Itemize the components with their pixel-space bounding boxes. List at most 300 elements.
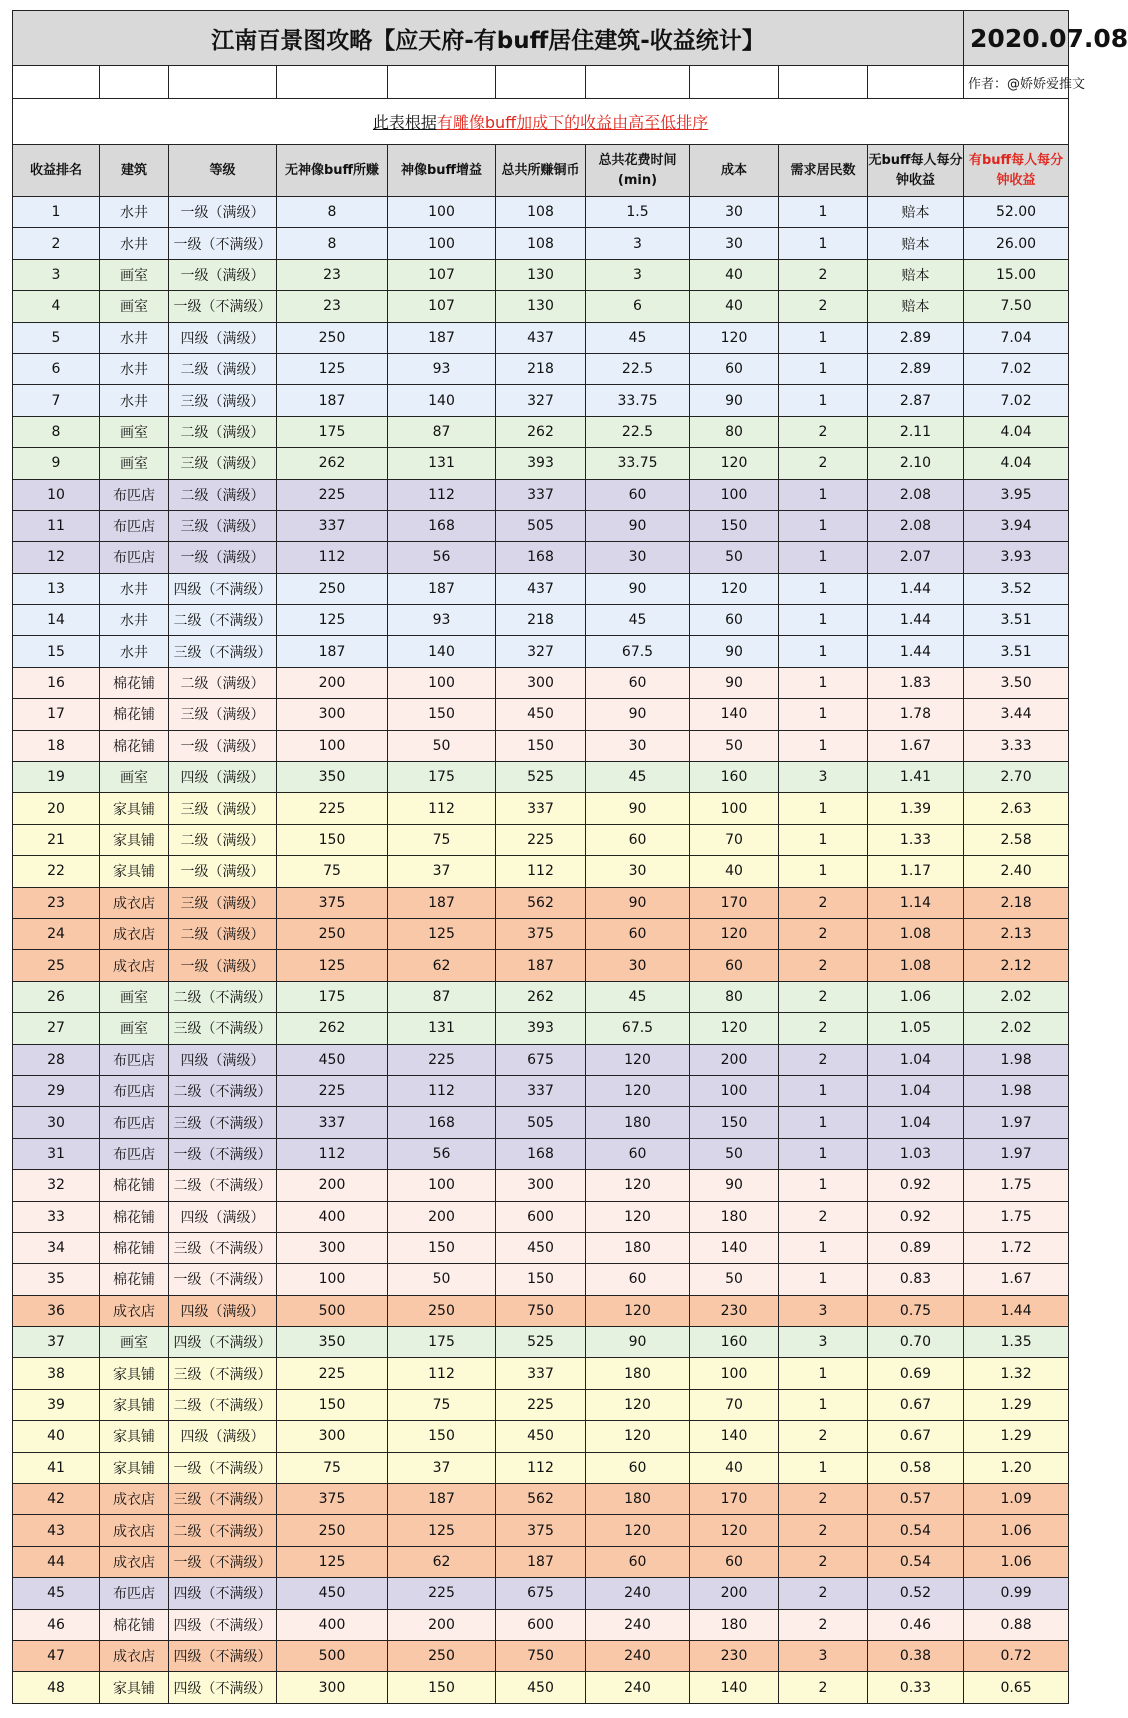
table-cell: 布匹店 xyxy=(100,510,169,541)
table-cell: 2 xyxy=(779,1013,868,1044)
table-cell: 150 xyxy=(388,1672,496,1703)
table-cell: 1.75 xyxy=(964,1201,1069,1232)
table-cell: 120 xyxy=(586,1201,690,1232)
table-cell: 240 xyxy=(586,1609,690,1640)
table-cell: 38 xyxy=(13,1358,100,1389)
table-cell: 2.63 xyxy=(964,793,1069,824)
table-cell: 7.02 xyxy=(964,385,1069,416)
table-cell: 140 xyxy=(690,1232,779,1263)
table-cell: 33.75 xyxy=(586,448,690,479)
table-cell: 50 xyxy=(690,730,779,761)
table-cell: 140 xyxy=(690,1421,779,1452)
table-cell: 525 xyxy=(496,762,586,793)
table-row xyxy=(13,981,1069,1012)
table-row xyxy=(13,1264,1069,1295)
table-cell: 棉花铺 xyxy=(100,699,169,730)
table-cell: 120 xyxy=(690,448,779,479)
table-cell: 一级（满级） xyxy=(169,259,277,290)
table-row xyxy=(13,605,1069,636)
table-cell: 175 xyxy=(277,416,388,447)
table-cell: 505 xyxy=(496,510,586,541)
table-cell: 水井 xyxy=(100,353,169,384)
table-cell: 21 xyxy=(13,824,100,855)
table-row xyxy=(13,542,1069,573)
table-cell: 二级（不满级） xyxy=(169,605,277,636)
table-cell: 750 xyxy=(496,1640,586,1671)
table-cell: 布匹店 xyxy=(100,1107,169,1138)
table-cell: 1.97 xyxy=(964,1107,1069,1138)
table-cell: 2 xyxy=(779,1546,868,1577)
table-cell: 400 xyxy=(277,1609,388,1640)
table-cell: 75 xyxy=(388,824,496,855)
table-cell: 125 xyxy=(277,605,388,636)
table-cell: 37 xyxy=(388,1452,496,1483)
table-cell: 7 xyxy=(13,385,100,416)
table-cell: 160 xyxy=(690,762,779,793)
table-cell: 5 xyxy=(13,322,100,353)
table-cell: 1.97 xyxy=(964,1138,1069,1169)
table-row xyxy=(13,479,1069,510)
table-cell: 1 xyxy=(779,824,868,855)
table-cell: 2 xyxy=(779,1044,868,1075)
table-cell: 60 xyxy=(586,1452,690,1483)
table-cell: 1.04 xyxy=(868,1075,964,1106)
table-row xyxy=(13,448,1069,479)
table-cell: 28 xyxy=(13,1044,100,1075)
table-cell: 90 xyxy=(586,1327,690,1358)
title-row xyxy=(13,11,1069,66)
table-cell: 150 xyxy=(496,1264,586,1295)
table-row xyxy=(13,1515,1069,1546)
table-cell: 120 xyxy=(690,322,779,353)
table-cell: 2.89 xyxy=(868,353,964,384)
table-cell: 三级（不满级） xyxy=(169,1107,277,1138)
table-cell: 225 xyxy=(277,1358,388,1389)
table-cell: 200 xyxy=(277,667,388,698)
table-cell: 一级（不满级） xyxy=(169,1452,277,1483)
sort-note-prefix: 此表根据 xyxy=(372,113,437,132)
table-cell: 168 xyxy=(388,510,496,541)
table-cell: 布匹店 xyxy=(100,479,169,510)
table-cell: 150 xyxy=(690,1107,779,1138)
table-cell: 40 xyxy=(13,1421,100,1452)
table-cell: 131 xyxy=(388,448,496,479)
table-cell: 30 xyxy=(586,542,690,573)
table-cell: 218 xyxy=(496,353,586,384)
table-cell: 180 xyxy=(690,1609,779,1640)
table-cell: 水井 xyxy=(100,322,169,353)
table-cell: 187 xyxy=(388,322,496,353)
table-cell: 225 xyxy=(277,1075,388,1106)
table-cell: 0.54 xyxy=(868,1515,964,1546)
table-cell: 140 xyxy=(388,385,496,416)
table-cell: 3 xyxy=(779,1640,868,1671)
table-cell: 1.14 xyxy=(868,887,964,918)
table-cell: 375 xyxy=(496,918,586,949)
table-cell: 2 xyxy=(779,981,868,1012)
table-cell: 三级（满级） xyxy=(169,887,277,918)
table-cell: 90 xyxy=(690,636,779,667)
table-cell: 二级（满级） xyxy=(169,416,277,447)
table-cell: 7.02 xyxy=(964,353,1069,384)
header-cell: 需求居民数 xyxy=(779,145,868,197)
table-cell: 二级（满级） xyxy=(169,918,277,949)
table-cell: 棉花铺 xyxy=(100,1609,169,1640)
table-cell: 200 xyxy=(388,1609,496,1640)
table-row xyxy=(13,730,1069,761)
table-cell: 107 xyxy=(388,291,496,322)
table-cell: 30 xyxy=(586,730,690,761)
table-cell: 0.57 xyxy=(868,1484,964,1515)
table-cell: 125 xyxy=(277,353,388,384)
table-cell: 4.04 xyxy=(964,448,1069,479)
table-cell: 2 xyxy=(779,1484,868,1515)
table-cell: 170 xyxy=(690,887,779,918)
table-cell: 125 xyxy=(388,1515,496,1546)
table-cell: 25 xyxy=(13,950,100,981)
table-cell: 437 xyxy=(496,573,586,604)
table-cell: 60 xyxy=(586,824,690,855)
blank-cell xyxy=(100,66,169,99)
table-cell: 337 xyxy=(277,510,388,541)
table-cell: 8 xyxy=(277,197,388,228)
table-cell: 525 xyxy=(496,1327,586,1358)
table-cell: 1 xyxy=(779,385,868,416)
table-cell: 二级（满级） xyxy=(169,479,277,510)
table-cell: 90 xyxy=(690,1170,779,1201)
table-cell: 1.5 xyxy=(586,197,690,228)
table-cell: 2.89 xyxy=(868,322,964,353)
table-cell: 150 xyxy=(388,699,496,730)
table-cell: 39 xyxy=(13,1389,100,1420)
table-cell: 1 xyxy=(779,730,868,761)
table-cell: 505 xyxy=(496,1107,586,1138)
table-cell: 250 xyxy=(277,1515,388,1546)
table-cell: 四级（不满级） xyxy=(169,1327,277,1358)
table-cell: 90 xyxy=(586,699,690,730)
table-cell: 140 xyxy=(388,636,496,667)
table-cell: 画室 xyxy=(100,448,169,479)
table-cell: 7.04 xyxy=(964,322,1069,353)
table-cell: 1.78 xyxy=(868,699,964,730)
table-cell: 120 xyxy=(586,1170,690,1201)
table-row xyxy=(13,228,1069,259)
table-cell: 175 xyxy=(388,762,496,793)
table-cell: 60 xyxy=(586,667,690,698)
table-cell: 225 xyxy=(277,479,388,510)
author-credit: 作者：@娇娇爱推文 xyxy=(964,66,1069,99)
table-cell: 14 xyxy=(13,605,100,636)
table-cell: 三级（不满级） xyxy=(169,1484,277,1515)
table-cell: 168 xyxy=(496,1138,586,1169)
table-cell: 170 xyxy=(690,1484,779,1515)
table-cell: 50 xyxy=(388,1264,496,1295)
table-cell: 水井 xyxy=(100,197,169,228)
table-cell: 300 xyxy=(496,667,586,698)
table-cell: 一级（满级） xyxy=(169,197,277,228)
table-cell: 画室 xyxy=(100,259,169,290)
table-cell: 3.33 xyxy=(964,730,1069,761)
table-cell: 300 xyxy=(277,699,388,730)
table-cell: 180 xyxy=(586,1232,690,1263)
table-cell: 262 xyxy=(277,1013,388,1044)
table-cell: 393 xyxy=(496,1013,586,1044)
table-cell: 300 xyxy=(277,1672,388,1703)
table-cell: 四级（满级） xyxy=(169,1044,277,1075)
sort-note-highlight: 有雕像buff加成下的收益由高至低排序 xyxy=(436,113,709,132)
table-cell: 2 xyxy=(779,887,868,918)
table-cell: 30 xyxy=(586,856,690,887)
table-cell: 7.50 xyxy=(964,291,1069,322)
table-cell: 1 xyxy=(779,1389,868,1420)
table-cell: 布匹店 xyxy=(100,1075,169,1106)
table-row xyxy=(13,1672,1069,1703)
table-cell: 120 xyxy=(586,1389,690,1420)
table-cell: 100 xyxy=(277,730,388,761)
table-cell: 37 xyxy=(13,1327,100,1358)
table-cell: 3.52 xyxy=(964,573,1069,604)
table-cell: 450 xyxy=(496,1672,586,1703)
table-cell: 棉花铺 xyxy=(100,1170,169,1201)
table-cell: 成衣店 xyxy=(100,887,169,918)
table-row xyxy=(13,887,1069,918)
table-cell: 62 xyxy=(388,950,496,981)
table-cell: 1.06 xyxy=(964,1546,1069,1577)
table-cell: 1.04 xyxy=(868,1044,964,1075)
table-cell: 0.69 xyxy=(868,1358,964,1389)
table-cell: 175 xyxy=(388,1327,496,1358)
table-cell: 600 xyxy=(496,1609,586,1640)
table-cell: 家具铺 xyxy=(100,856,169,887)
table-cell: 1.39 xyxy=(868,793,964,824)
table-cell: 画室 xyxy=(100,291,169,322)
table-cell: 0.65 xyxy=(964,1672,1069,1703)
table-cell: 赔本 xyxy=(868,291,964,322)
table-cell: 1 xyxy=(779,353,868,384)
table-cell: 2 xyxy=(13,228,100,259)
table-cell: 1 xyxy=(13,197,100,228)
table-cell: 125 xyxy=(277,950,388,981)
table-cell: 四级（满级） xyxy=(169,1201,277,1232)
header-cell: 总共花费时间(min) xyxy=(586,145,690,197)
table-cell: 87 xyxy=(388,981,496,1012)
table-cell: 3 xyxy=(779,1327,868,1358)
table-cell: 1 xyxy=(779,510,868,541)
table-cell: 230 xyxy=(690,1640,779,1671)
sheet-title: 江南百景图攻略【应天府-有buff居住建筑-收益统计】 xyxy=(13,11,964,66)
table-cell: 107 xyxy=(388,259,496,290)
blank-cell xyxy=(13,66,100,99)
table-cell: 2 xyxy=(779,1421,868,1452)
table-cell: 52.00 xyxy=(964,197,1069,228)
blank-cell xyxy=(868,66,964,99)
table-cell: 225 xyxy=(277,793,388,824)
table-cell: 3.51 xyxy=(964,605,1069,636)
table-cell: 1.05 xyxy=(868,1013,964,1044)
table-cell: 1.83 xyxy=(868,667,964,698)
table-row xyxy=(13,1075,1069,1106)
table-row xyxy=(13,1138,1069,1169)
table-cell: 225 xyxy=(496,1389,586,1420)
table-cell: 327 xyxy=(496,385,586,416)
table-cell: 一级（不满级） xyxy=(169,228,277,259)
table-cell: 112 xyxy=(388,1358,496,1389)
table-cell: 四级（不满级） xyxy=(169,1640,277,1671)
table-cell: 56 xyxy=(388,1138,496,1169)
table-cell: 47 xyxy=(13,1640,100,1671)
table-row xyxy=(13,1044,1069,1075)
table-cell: 布匹店 xyxy=(100,1138,169,1169)
table-cell: 250 xyxy=(388,1640,496,1671)
table-cell: 0.88 xyxy=(964,1609,1069,1640)
table-cell: 0.75 xyxy=(868,1295,964,1326)
table-cell: 125 xyxy=(388,918,496,949)
table-cell: 成衣店 xyxy=(100,918,169,949)
table-cell: 36 xyxy=(13,1295,100,1326)
table-cell: 一级（不满级） xyxy=(169,1546,277,1577)
table-cell: 60 xyxy=(586,1546,690,1577)
table-cell: 300 xyxy=(277,1421,388,1452)
table-cell: 93 xyxy=(388,605,496,636)
table-cell: 2 xyxy=(779,1515,868,1546)
table-cell: 29 xyxy=(13,1075,100,1106)
table-cell: 140 xyxy=(690,1672,779,1703)
table-cell: 112 xyxy=(388,479,496,510)
table-cell: 2 xyxy=(779,448,868,479)
table-cell: 60 xyxy=(690,353,779,384)
table-cell: 42 xyxy=(13,1484,100,1515)
table-cell: 30 xyxy=(690,197,779,228)
table-cell: 50 xyxy=(690,1138,779,1169)
table-cell: 1 xyxy=(779,1170,868,1201)
table-cell: 150 xyxy=(277,824,388,855)
table-cell: 337 xyxy=(277,1107,388,1138)
table-cell: 2.58 xyxy=(964,824,1069,855)
table-cell: 2.07 xyxy=(868,542,964,573)
table-cell: 100 xyxy=(690,1358,779,1389)
table-cell: 80 xyxy=(690,981,779,1012)
table-cell: 187 xyxy=(388,887,496,918)
table-cell: 三级（满级） xyxy=(169,793,277,824)
table-cell: 13 xyxy=(13,573,100,604)
table-cell: 0.89 xyxy=(868,1232,964,1263)
table-cell: 棉花铺 xyxy=(100,1232,169,1263)
table-cell: 一级（不满级） xyxy=(169,1264,277,1295)
table-cell: 2.02 xyxy=(964,1013,1069,1044)
table-cell: 水井 xyxy=(100,573,169,604)
table-cell: 1 xyxy=(779,636,868,667)
table-row xyxy=(13,1232,1069,1263)
table-cell: 四级（满级） xyxy=(169,762,277,793)
table-cell: 1.67 xyxy=(964,1264,1069,1295)
table-cell: 80 xyxy=(690,416,779,447)
table-row xyxy=(13,1358,1069,1389)
table-cell: 6 xyxy=(586,291,690,322)
table-cell: 1.20 xyxy=(964,1452,1069,1483)
table-row xyxy=(13,1452,1069,1483)
header-cell: 成本 xyxy=(690,145,779,197)
table-row xyxy=(13,1013,1069,1044)
sort-note xyxy=(13,99,1069,145)
table-cell: 0.92 xyxy=(868,1201,964,1232)
table-cell: 1.67 xyxy=(868,730,964,761)
table-cell: 16 xyxy=(13,667,100,698)
table-row xyxy=(13,762,1069,793)
table-cell: 0.83 xyxy=(868,1264,964,1295)
table-cell: 1 xyxy=(779,479,868,510)
table-cell: 成衣店 xyxy=(100,1546,169,1577)
table-cell: 140 xyxy=(690,699,779,730)
table-row xyxy=(13,322,1069,353)
table-cell: 262 xyxy=(496,416,586,447)
table-cell: 三级（满级） xyxy=(169,699,277,730)
table-cell: 1.98 xyxy=(964,1044,1069,1075)
table-cell: 120 xyxy=(690,1013,779,1044)
table-cell: 675 xyxy=(496,1578,586,1609)
table-cell: 四级（不满级） xyxy=(169,573,277,604)
table-cell: 1 xyxy=(779,1358,868,1389)
table-row xyxy=(13,291,1069,322)
table-cell: 赔本 xyxy=(868,197,964,228)
table-cell: 50 xyxy=(690,542,779,573)
table-cell: 450 xyxy=(496,1421,586,1452)
table-cell: 1.35 xyxy=(964,1327,1069,1358)
table-cell: 327 xyxy=(496,636,586,667)
table-cell: 1.98 xyxy=(964,1075,1069,1106)
table-row xyxy=(13,259,1069,290)
table-cell: 100 xyxy=(690,1075,779,1106)
table-cell: 3.51 xyxy=(964,636,1069,667)
table-cell: 50 xyxy=(388,730,496,761)
blank-cell xyxy=(496,66,586,99)
table-cell: 2 xyxy=(779,1201,868,1232)
table-cell: 一级（满级） xyxy=(169,856,277,887)
table-cell: 三级（不满级） xyxy=(169,1358,277,1389)
table-cell: 1.29 xyxy=(964,1421,1069,1452)
table-cell: 225 xyxy=(388,1044,496,1075)
table-cell: 1.44 xyxy=(964,1295,1069,1326)
table-cell: 0.58 xyxy=(868,1452,964,1483)
table-cell: 50 xyxy=(690,1264,779,1295)
table-cell: 56 xyxy=(388,542,496,573)
table-cell: 225 xyxy=(496,824,586,855)
table-cell: 2.18 xyxy=(964,887,1069,918)
table-cell: 2 xyxy=(779,950,868,981)
table-cell: 家具铺 xyxy=(100,1672,169,1703)
table-cell: 1 xyxy=(779,197,868,228)
table-cell: 1.44 xyxy=(868,636,964,667)
table-cell: 100 xyxy=(388,228,496,259)
table-cell: 300 xyxy=(277,1232,388,1263)
table-cell: 250 xyxy=(388,1295,496,1326)
table-cell: 337 xyxy=(496,479,586,510)
table-cell: 75 xyxy=(388,1389,496,1420)
table-cell: 250 xyxy=(277,918,388,949)
table-cell: 四级（满级） xyxy=(169,322,277,353)
table-cell: 70 xyxy=(690,1389,779,1420)
table-cell: 一级（满级） xyxy=(169,542,277,573)
table-cell: 240 xyxy=(586,1672,690,1703)
table-cell: 187 xyxy=(388,573,496,604)
table-cell: 150 xyxy=(388,1232,496,1263)
table-cell: 棉花铺 xyxy=(100,1264,169,1295)
table-cell: 90 xyxy=(586,510,690,541)
table-cell: 27 xyxy=(13,1013,100,1044)
table-cell: 60 xyxy=(586,479,690,510)
table-cell: 40 xyxy=(690,1452,779,1483)
table-cell: 175 xyxy=(277,981,388,1012)
table-cell: 2.02 xyxy=(964,981,1069,1012)
